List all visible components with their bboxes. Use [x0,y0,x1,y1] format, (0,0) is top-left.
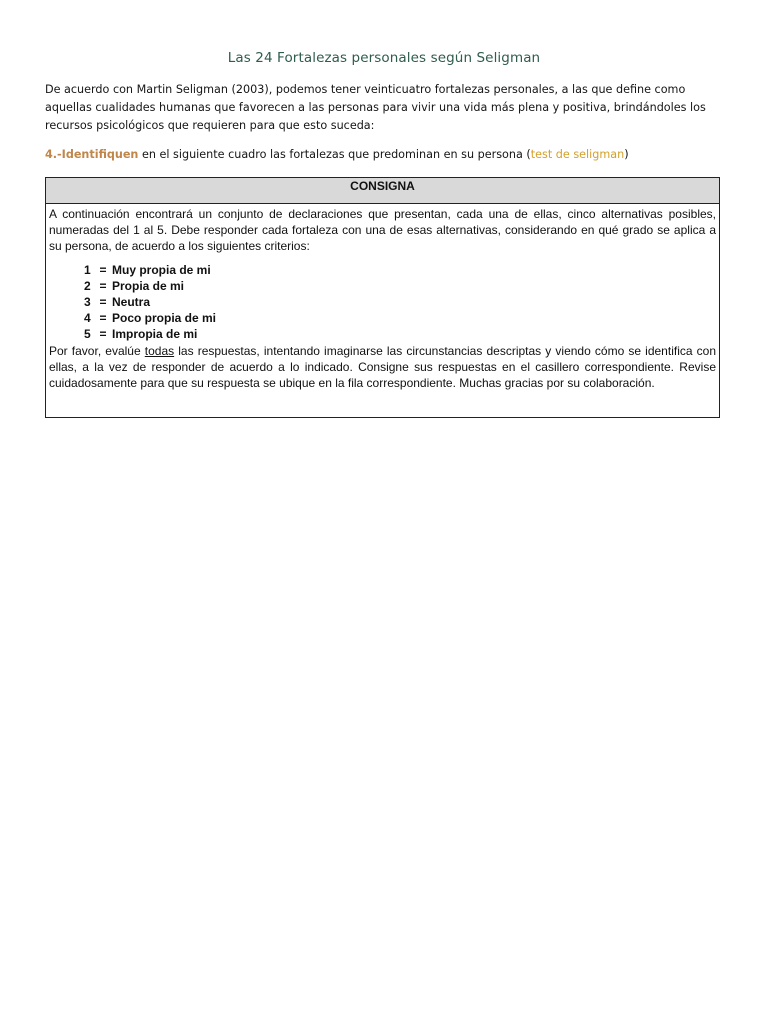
criteria-item [49,294,716,310]
criteria-item [49,262,716,278]
closing-post: las respuestas, intentando imaginarse las circunstancias descriptas y viendo cómo se identifica con ellas, a la vez de responder de acuerdo a lo indicado. Consigne sus respuestas en el casillero correspondiente. Revise cuidadosamente para que su respuesta se ubique en la fila correspondiente. Muchas gracias por su colaboración. [49,343,717,391]
criteria-item [49,310,716,326]
document-title: Las 24 Fortalezas personales según Seligman [227,50,541,66]
criteria-label: Impropia de mi [112,327,198,342]
criteria-label: Propia de mi [112,278,185,293]
criteria-number: 3 [84,295,91,310]
criteria-number: 2 [84,278,91,293]
closing-pre: Por favor, evalúe [49,343,145,358]
consigna-box [45,177,720,418]
criteria-equals: = [99,295,107,310]
consigna-paragraph: A continuación encontrará un conjunto de declaraciones que presentan, cada una de ellas, cinco alternativas posibles, numeradas del 1 al 5. Debe responder cada fortaleza con una de esas alternativas, considerando en qué grado se aplica a su persona, de acuerdo a los siguientes criterios: [49,207,716,254]
consigna-body [46,204,719,391]
criteria-equals: = [99,262,107,277]
criteria-list [49,262,716,343]
consigna-header: CONSIGNA [46,178,719,204]
criteria-number: 4 [84,311,91,326]
criteria-label: Neutra [112,295,151,310]
criteria-label: Poco propia de mi [112,311,217,326]
instruction-lead: 4.-Identifiquen [45,148,139,161]
instruction-line [45,146,725,164]
intro-paragraph: De acuerdo con Martin Seligman (2003), podemos tener veinticuatro fortalezas personales, a las que define como aquellas cualidades humanas que favorecen a las personas para vivir una vida más plena y positiva, brindándoles los recursos psicológicos que requieren para que esto suceda: [45,83,706,132]
instruction-close: ) [624,148,629,161]
closing-paragraph [49,343,716,392]
criteria-number: 5 [84,327,91,342]
criteria-equals: = [99,311,107,326]
criteria-item [49,278,716,294]
criteria-number: 1 [84,262,91,277]
criteria-equals: = [99,278,107,293]
closing-emphasis: todas [144,343,175,358]
criteria-label: Muy propia de mi [112,262,211,277]
criteria-item [49,326,716,342]
instruction-text: en el siguiente cuadro las fortalezas que predominan en su persona ( [138,148,531,161]
criteria-equals: = [99,327,107,342]
test-link[interactable]: test de seligman [530,148,625,161]
